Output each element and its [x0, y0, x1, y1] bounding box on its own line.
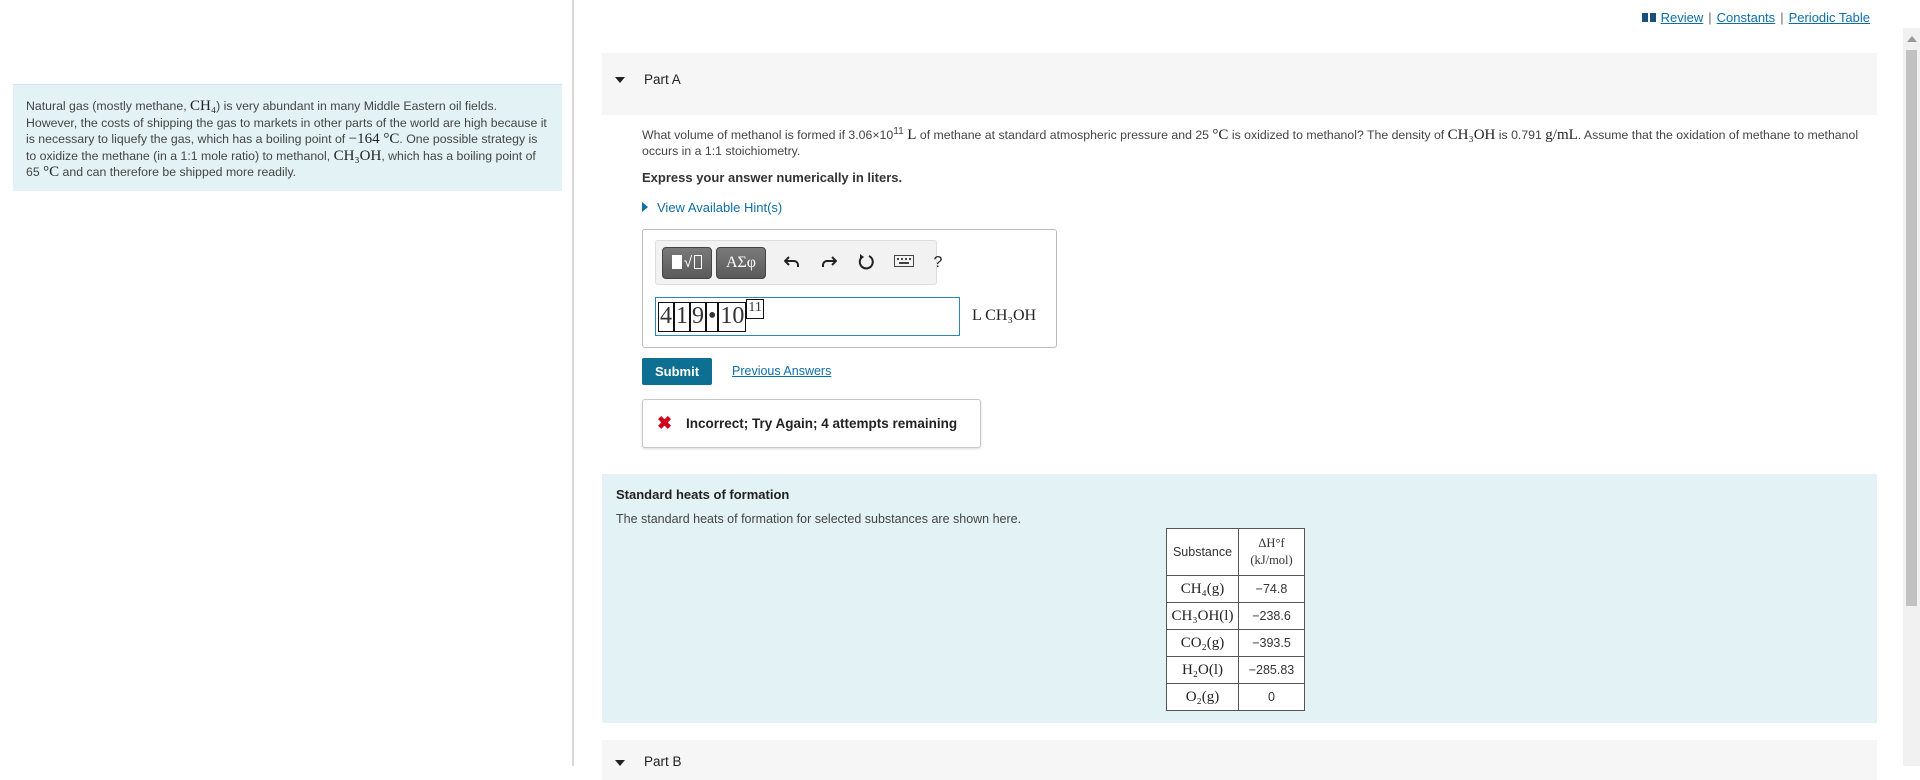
question-text — [642, 124, 1874, 159]
intro-text: ) is very abundant in many Middle Eastern oil fields. However, the costs of shipping the gas to markets in other parts of the world are high because it is necessary to liquefy the gas, which has a boiling point of — [26, 99, 547, 146]
caret-down-icon — [615, 760, 625, 766]
substance-cell: CO₂(g) — [1167, 630, 1239, 657]
intro-text: . One possible strategy is to oxidize the methane (in a 1:1 mole ratio) to methanol, — [26, 132, 538, 163]
answer-digit: 9 — [690, 302, 706, 332]
question-text-segment: What volume of methanol is formed if 3.06×10 — [642, 128, 894, 143]
intro-text: Natural gas (mostly methane, — [26, 99, 191, 113]
redo-icon[interactable] — [818, 253, 840, 273]
intro-text-box — [13, 84, 562, 191]
review-link[interactable] — [1642, 10, 1704, 25]
template-square-icon — [672, 255, 682, 269]
value-cell: −74.8 — [1239, 576, 1305, 603]
value-cell: 0 — [1239, 684, 1305, 711]
answer-digit: 4 — [658, 302, 674, 332]
previous-answers-link[interactable]: Previous Answers — [732, 364, 832, 378]
part-a-title: Part A — [644, 72, 681, 87]
part-b-title: Part B — [644, 754, 682, 769]
heats-table — [1166, 528, 1305, 711]
value-cell: −393.5 — [1239, 630, 1305, 657]
resource-links — [1642, 10, 1870, 25]
question-formula-methanol: CH₃OH — [1447, 127, 1496, 144]
answer-digit: 10 — [718, 302, 746, 332]
templates-button[interactable] — [662, 247, 712, 279]
table-row — [1167, 603, 1305, 630]
table-row — [1167, 684, 1305, 711]
caret-right-icon — [642, 202, 648, 212]
question-text-segment: is 0.791 — [1495, 128, 1546, 143]
table-row — [1167, 576, 1305, 603]
undo-icon[interactable] — [781, 253, 803, 273]
answer-multiply-dot: • — [706, 302, 718, 332]
question-text-segment: . Assume that the oxidation of methane to methanol occurs in a 1:1 stoichiometry. — [642, 128, 1859, 159]
intro-unit-celsius: °C — [43, 164, 60, 180]
substance-cell: CH₄(g) — [1167, 576, 1239, 603]
periodic-table-link[interactable]: Periodic Table — [1788, 10, 1870, 25]
question-text-segment: of methane at standard atmospheric pressure and 25 — [916, 128, 1213, 143]
part-b-header[interactable] — [602, 740, 1877, 780]
header-substance: Substance — [1167, 529, 1239, 576]
intro-pane — [0, 0, 574, 766]
answer-instruction: Express your answer numerically in liters. — [642, 170, 903, 185]
question-exponent: 11 — [893, 126, 904, 137]
reset-icon[interactable] — [855, 253, 877, 273]
table-row — [1167, 630, 1305, 657]
answer-exponent: 11 — [746, 299, 763, 319]
book-icon — [1642, 13, 1657, 22]
header-enthalpy-symbol: ΔH°f — [1258, 536, 1285, 550]
feedback-message: Incorrect; Try Again; 4 attempts remaining — [686, 416, 958, 431]
scrollbar-thumb[interactable] — [1906, 50, 1917, 606]
question-density-unit: g/mL — [1545, 127, 1578, 144]
scrollbar[interactable] — [1903, 28, 1920, 766]
heats-of-formation-panel — [602, 474, 1877, 723]
answer-input[interactable] — [655, 297, 960, 336]
answer-unit-label: L CH₃OH — [972, 307, 1037, 324]
value-cell: −285.83 — [1239, 657, 1305, 684]
link-separator: | — [1780, 10, 1784, 25]
table-header-row — [1167, 529, 1305, 576]
heats-panel-description: The standard heats of formation for selected substances are shown here. — [616, 512, 1022, 526]
review-link-label: Review — [1660, 10, 1704, 25]
feedback-box — [642, 399, 981, 448]
template-box-icon — [694, 255, 702, 269]
greek-symbols-button[interactable]: ΑΣφ — [716, 247, 766, 279]
submit-button[interactable]: Submit — [642, 358, 712, 385]
constants-link[interactable]: Constants — [1716, 10, 1776, 25]
part-a-header[interactable] — [602, 53, 1877, 115]
intro-formula-methanol: CH₃OH — [333, 147, 382, 164]
view-hints-toggle[interactable] — [642, 200, 782, 215]
answer-digit: 1 — [674, 302, 690, 332]
template-root-icon: √ — [683, 254, 693, 271]
help-icon[interactable]: ? — [933, 254, 943, 271]
intro-text: , which has a boiling point of 65 — [26, 148, 536, 179]
question-text-segment: is oxidized to methanol? The density of — [1228, 128, 1448, 143]
link-separator: | — [1708, 10, 1712, 25]
answer-box — [642, 229, 1057, 348]
question-unit-liters: L — [907, 127, 917, 144]
table-row — [1167, 657, 1305, 684]
heats-panel-title: Standard heats of formation — [616, 487, 790, 502]
keyboard-icon[interactable] — [893, 253, 915, 273]
intro-text: and can therefore be shipped more readily. — [59, 165, 297, 179]
incorrect-x-icon: ✖ — [657, 413, 673, 433]
substance-cell: CH₃OH(l) — [1167, 603, 1239, 630]
substance-cell: H₂O(l) — [1167, 657, 1239, 684]
header-enthalpy — [1239, 529, 1305, 576]
intro-boiling-point: −164 °C — [348, 131, 400, 147]
view-hints-label: View Available Hint(s) — [657, 200, 783, 215]
scroll-up-arrow-icon[interactable] — [1907, 36, 1917, 42]
intro-formula-methane: CH₄ — [190, 98, 217, 114]
header-enthalpy-unit: (kJ/mol) — [1250, 553, 1293, 567]
substance-cell: O₂(g) — [1167, 684, 1239, 711]
question-unit-celsius: °C — [1212, 127, 1229, 144]
caret-down-icon — [615, 77, 625, 83]
math-toolbar — [655, 240, 943, 285]
value-cell: −238.6 — [1239, 603, 1305, 630]
